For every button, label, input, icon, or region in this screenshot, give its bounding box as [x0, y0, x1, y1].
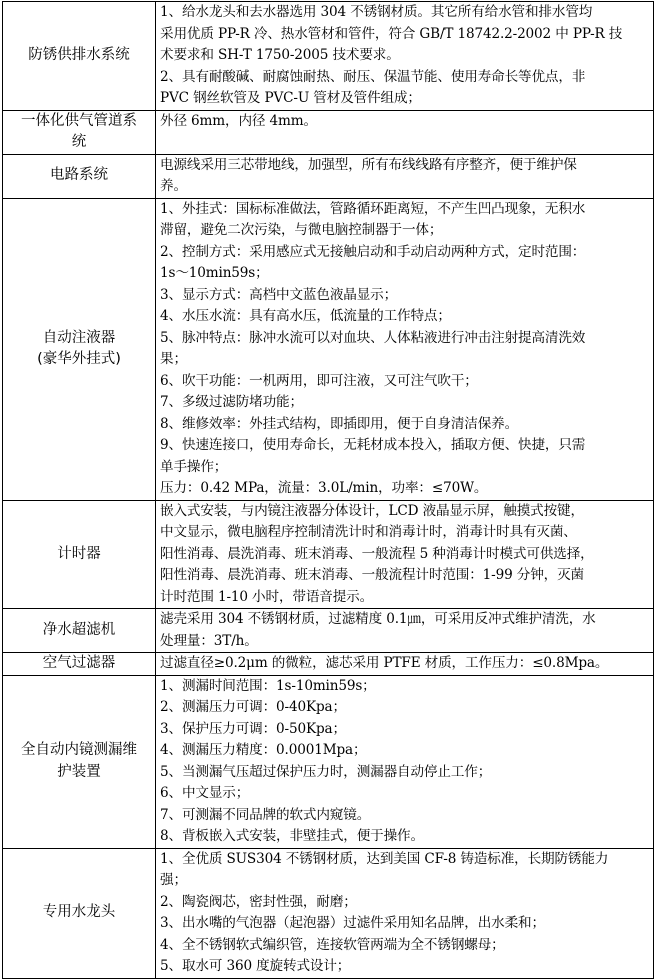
row-content: [156, 198, 654, 500]
content-line: 2、具有耐酸碱、耐腐蚀耐热、耐压、保温节能、使用寿命长等优点，非: [160, 68, 586, 85]
content-line: 5、脉冲特点：脉冲水流可以对血块、人体粘液进行冲击注射提高清洗效: [160, 329, 586, 346]
content-line: 2、陶瓷阀芯，密封性强，耐磨；: [160, 893, 357, 910]
row-label: [3, 154, 156, 198]
row-label-line: 一体化供气管道系: [21, 112, 137, 129]
content-line: 果；: [160, 351, 187, 367]
content-line: 过滤直径≥0.2μm 的微粒，滤芯采用 PTFE 材质，工作压力：≤0.8Mpa。: [160, 655, 609, 671]
content-line: 处理量：3T/h。: [160, 632, 258, 649]
spec-row: [3, 154, 654, 198]
row-label: [3, 500, 156, 609]
content-line: 1s～10min59s；: [160, 265, 269, 281]
spec-row: [3, 653, 654, 676]
content-line: 3、出水嘴的气泡器（起泡器）过滤件采用知名品牌，出水柔和；: [160, 915, 545, 931]
row-label: [3, 110, 156, 154]
content-line: 7、可测漏不同品牌的软式内窥镜。: [160, 806, 371, 823]
row-label-line: 净水超滤机: [42, 621, 116, 638]
content-line: 2、控制方式：采用感应式无接触启动和手动启动两种方式，定时范围：: [160, 243, 586, 260]
row-label: [3, 609, 156, 653]
row-content: [156, 154, 654, 198]
content-line: PVC 钢丝软管及 PVC-U 管材及管件组成；: [160, 90, 421, 106]
spec-table: [2, 1, 654, 979]
row-content: [156, 110, 654, 154]
content-line: 9、快速连接口，使用寿命长，无耗材成本投入，插取方便、快捷，只需: [160, 437, 586, 453]
content-line: 1、给水龙头和去水器选用 304 不锈钢材质。其它所有给水管和排水管均: [160, 4, 593, 20]
spec-row: [3, 848, 654, 978]
content-line: 4、全不锈钢软式编织管，连接软管两端为全不锈钢螺母；: [160, 936, 505, 953]
content-line: 8、背板嵌入式安装，非壁挂式，便于操作。: [160, 828, 424, 844]
row-label: [3, 675, 156, 848]
content-line: 4、水压水流：具有高水压，低流量的工作特点；: [160, 308, 451, 324]
spec-row: [3, 675, 654, 848]
row-label-line: 自动注液器: [42, 329, 116, 346]
row-label-line: 空气过滤器: [42, 655, 116, 671]
row-content: [156, 609, 654, 653]
content-line: 养。: [160, 178, 187, 194]
content-line: 3、显示方式：高档中文蓝色液晶显示；: [160, 286, 398, 303]
content-line: 阳性消毒、晨洗消毒、班末消毒、一般流程 5 种消毒计时模式可供选择，: [160, 545, 594, 562]
content-line: 1、外挂式：国标标准做法，管路循环距离短，不产生凹凸现象，无积水: [160, 200, 586, 217]
row-label: [3, 653, 156, 676]
content-line: 8、维修效率：外挂式结构，即插即用，便于自身清洁保养。: [160, 415, 519, 432]
row-content: [156, 653, 654, 676]
row-label-line: 护装置: [57, 763, 101, 780]
content-line: 滞留，避免二次污染，与微电脑控制器于一体；: [160, 222, 443, 238]
content-line: 滤壳采用 304 不锈钢材质，过滤精度 0.1㎛，可采用反冲式维护清洗，水: [160, 611, 596, 627]
content-line: 阳性消毒、晨洗消毒、班末消毒、一般流程计时范围：1-99 分钟，灭菌: [160, 567, 584, 583]
content-line: 压力：0.42 MPa，流量：3.0L/min，功率：≤70W。: [160, 480, 488, 496]
row-label: [3, 198, 156, 500]
content-line: 2、测漏压力可调：0-40Kpa；: [160, 699, 346, 715]
row-content: [156, 500, 654, 609]
content-line: 单手操作；: [160, 458, 228, 475]
content-line: 强；: [160, 872, 187, 888]
row-label: [3, 848, 156, 978]
spec-row: [3, 198, 654, 500]
row-label-line: 电路系统: [50, 167, 108, 184]
content-line: 嵌入式安装，与内镜注液器分体设计，LCD 液晶显示屏，触摸式按键，: [160, 502, 584, 519]
row-content: [156, 2, 654, 111]
content-line: 中文显示，微电脑程序控制清洗计时和消毒计时，消毒计时具有灭菌、: [160, 524, 577, 540]
content-line: 6、中文显示；: [160, 785, 250, 801]
row-label-line: 防锈供排水系统: [28, 47, 130, 63]
content-line: 6、吹干功能：一机两用，即可注液，又可注气吹干；: [160, 372, 478, 389]
row-label: [3, 2, 156, 111]
spec-row: [3, 500, 654, 609]
content-line: 4、测漏压力精度：0.0001Mpa；: [160, 742, 367, 758]
row-content: [156, 848, 654, 978]
content-line: 术要求和 SH-T 1750-2005 技术要求。: [160, 47, 400, 63]
content-line: 1、全优质 SUS304 不锈钢材质，达到美国 CF-8 铸造标准，长期防锈能力: [160, 850, 609, 867]
spec-row: [3, 609, 654, 653]
content-line: 采用优质 PP-R 冷、热水管材和管件，符合 GB/T 18742.2-2002 中 PP-R 技: [160, 25, 623, 42]
content-line: 1、测漏时间范围：1s-10min59s；: [160, 677, 376, 694]
content-line: 7、多级过滤防堵功能；: [160, 394, 303, 410]
spec-row: [3, 2, 654, 111]
row-label-line: (豪华外挂式): [37, 351, 121, 367]
row-label-line: 全自动内镜测漏维: [21, 742, 137, 758]
row-label-line: 统: [71, 134, 87, 150]
content-line: 外径 6mm，内径 4mm。: [160, 112, 317, 129]
spec-table-body: [3, 2, 654, 979]
content-line: 5、取水可 360 度旋转式设计；: [160, 958, 351, 974]
row-label-line: 专用水龙头: [42, 904, 116, 921]
row-content: [156, 675, 654, 848]
content-line: 计时范围 1-10 小时，带语音提示。: [160, 588, 374, 605]
row-label-line: 计时器: [57, 545, 101, 562]
content-line: 3、保护压力可调：0-50Kpa；: [160, 720, 346, 737]
content-line: 5、当测漏气压超过保护压力时，测漏器自动停止工作；: [160, 763, 492, 780]
spec-row: [3, 110, 654, 154]
content-line: 电源线采用三芯带地线，加强型，所有布线线路有序整齐，便于维护保: [160, 156, 577, 173]
